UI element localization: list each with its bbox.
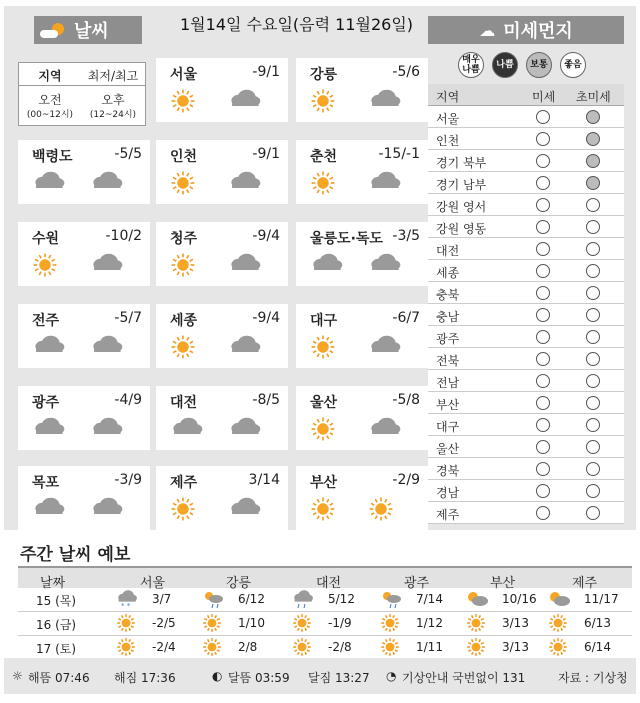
city-temp: -4/9 bbox=[114, 392, 142, 408]
dust-row bbox=[428, 458, 624, 480]
pm25-indicator bbox=[586, 154, 600, 168]
sun-icon bbox=[170, 334, 196, 364]
city-temp: -9/4 bbox=[252, 310, 280, 326]
pm10-indicator bbox=[536, 132, 550, 146]
dust-region: 울산 bbox=[436, 442, 460, 456]
weekly-temp: 6/13 bbox=[584, 616, 611, 630]
pm25-indicator bbox=[586, 110, 600, 124]
dust-level-badge: 보통 bbox=[526, 52, 552, 78]
weekly-header bbox=[18, 566, 632, 591]
snow-icon bbox=[116, 589, 138, 612]
sun-icon bbox=[310, 170, 336, 200]
sun-icon bbox=[170, 496, 196, 526]
weekly-city: 서울 bbox=[140, 576, 166, 591]
dust-region: 경기 남부 bbox=[436, 178, 487, 192]
pm25-indicator bbox=[586, 440, 600, 454]
city-name: 백령도 bbox=[32, 149, 73, 165]
date-text: 1월14일 수요일(음력 11월26일) bbox=[180, 15, 414, 34]
pm25-indicator bbox=[586, 220, 600, 234]
sun-icon bbox=[310, 496, 336, 526]
sunset-text: 해짐 17:36 bbox=[114, 671, 176, 685]
city-temp: -2/9 bbox=[392, 472, 420, 488]
cloud-icon bbox=[32, 496, 66, 520]
legend-pm: 오후 bbox=[101, 93, 125, 107]
pm10-indicator bbox=[536, 308, 550, 322]
dust-region: 광주 bbox=[436, 332, 460, 346]
weekly-temp: 1/10 bbox=[238, 616, 265, 630]
legend-minmax: 최저/최고 bbox=[87, 69, 139, 83]
sun-small-icon: ☼ bbox=[12, 669, 23, 683]
legend-region: 지역 bbox=[38, 69, 62, 83]
dust-region: 경기 북부 bbox=[436, 156, 487, 170]
cloud-icon bbox=[228, 334, 262, 358]
pm25-indicator bbox=[586, 352, 600, 366]
city-name: 울릉도·독도 bbox=[310, 231, 383, 247]
city-card bbox=[18, 304, 150, 368]
city-card bbox=[156, 304, 288, 368]
dust-row bbox=[428, 414, 624, 436]
city-temp: -10/2 bbox=[105, 228, 142, 244]
city-name: 대전 bbox=[170, 395, 198, 411]
city-temp: -5/8 bbox=[392, 392, 420, 408]
dust-col-region: 지역 bbox=[436, 90, 460, 104]
footer-bar bbox=[4, 658, 636, 694]
dust-region: 충남 bbox=[436, 310, 460, 324]
cloud-icon bbox=[368, 334, 402, 358]
cloud-icon bbox=[368, 170, 402, 194]
city-temp: -5/6 bbox=[392, 64, 420, 80]
sun-icon bbox=[202, 613, 222, 636]
svg-text:* *: * * bbox=[121, 602, 131, 609]
city-name: 부산 bbox=[310, 475, 338, 491]
pm10-indicator bbox=[536, 110, 550, 124]
dust-region: 대전 bbox=[436, 244, 460, 258]
pm10-indicator bbox=[536, 220, 550, 234]
dust-row bbox=[428, 238, 624, 260]
sun-cloud-icon bbox=[466, 589, 488, 612]
city-temp: -5/5 bbox=[114, 146, 142, 162]
city-temp: 3/14 bbox=[248, 472, 280, 488]
pm10-indicator bbox=[536, 330, 550, 344]
weather-header-label: 날씨 bbox=[74, 21, 109, 42]
cloud-icon bbox=[32, 170, 66, 194]
phone-icon: ◔ bbox=[386, 669, 397, 683]
dust-level-badge: 나쁨 bbox=[492, 52, 518, 78]
sun-icon bbox=[548, 613, 568, 636]
weekly-temp: 7/14 bbox=[416, 592, 443, 606]
dust-region: 제주 bbox=[436, 508, 460, 522]
pm10-indicator bbox=[536, 506, 550, 520]
weekly-temp: 3/13 bbox=[502, 640, 529, 654]
sunrise-text: 해뜸 07:46 bbox=[28, 671, 90, 685]
weekly-date: 17 (토) bbox=[36, 642, 77, 656]
dust-row bbox=[428, 502, 624, 524]
weekly-row bbox=[18, 636, 632, 660]
pm10-indicator bbox=[536, 484, 550, 498]
city-card bbox=[156, 222, 288, 286]
pm25-indicator bbox=[586, 198, 600, 212]
dust-region: 강원 영서 bbox=[436, 200, 487, 214]
cloud-icon bbox=[228, 170, 262, 194]
dust-level-badge: 좋음 bbox=[560, 52, 586, 78]
city-name: 춘천 bbox=[310, 149, 338, 165]
weekly-row bbox=[18, 612, 632, 636]
sun-icon bbox=[170, 88, 196, 118]
legend-pm-range: (12~24시) bbox=[89, 110, 137, 120]
weekly-temp: 1/11 bbox=[416, 640, 443, 654]
legend-am-range: (00~12시) bbox=[26, 110, 74, 120]
legend-divider bbox=[19, 85, 145, 86]
moonrise-text: 달뜸 03:59 bbox=[228, 671, 290, 685]
weekly-temp: -2/8 bbox=[328, 640, 352, 654]
moonset-text: 달짐 13:27 bbox=[308, 671, 370, 685]
weekly-temp: 2/8 bbox=[238, 640, 258, 654]
weekly-city: 대전 bbox=[316, 576, 342, 591]
city-card bbox=[156, 466, 288, 530]
cloud-icon bbox=[228, 416, 262, 440]
cloud-icon bbox=[228, 496, 262, 520]
weekly-table bbox=[18, 566, 632, 660]
dust-row bbox=[428, 150, 624, 172]
sun-icon bbox=[548, 637, 568, 660]
wind-icon: ☁ bbox=[479, 20, 496, 40]
dust-row bbox=[428, 128, 624, 150]
dust-region: 대구 bbox=[436, 420, 460, 434]
dust-row bbox=[428, 370, 624, 392]
city-temp: -9/4 bbox=[252, 228, 280, 244]
city-name: 제주 bbox=[170, 475, 198, 491]
weekly-city: 제주 bbox=[572, 576, 598, 591]
city-card bbox=[18, 222, 150, 286]
dust-region: 충북 bbox=[436, 288, 460, 302]
weekly-temp: -2/5 bbox=[152, 616, 176, 630]
pm25-indicator bbox=[586, 176, 600, 190]
cloud-icon bbox=[90, 252, 124, 276]
pm25-indicator bbox=[586, 286, 600, 300]
sun-rain-icon bbox=[380, 589, 402, 612]
weekly-temp: 3/7 bbox=[152, 592, 172, 606]
pm10-indicator bbox=[536, 154, 550, 168]
rain-icon bbox=[292, 589, 314, 612]
city-card bbox=[296, 304, 428, 368]
legend-card bbox=[18, 62, 146, 126]
sun-icon bbox=[310, 88, 336, 118]
weekly-city: 광주 bbox=[404, 576, 430, 591]
dust-row bbox=[428, 392, 624, 414]
dust-region: 경남 bbox=[436, 486, 460, 500]
city-name: 서울 bbox=[170, 67, 198, 83]
weekly-date: 15 (목) bbox=[36, 594, 77, 608]
city-name: 대구 bbox=[310, 313, 338, 329]
cloud-icon bbox=[90, 334, 124, 358]
dust-header bbox=[428, 16, 624, 44]
sun-rain-icon bbox=[202, 589, 224, 612]
city-temp: -9/1 bbox=[252, 64, 280, 80]
dust-col-pm25: 초미세 bbox=[576, 90, 611, 104]
cloud-icon bbox=[170, 416, 204, 440]
city-card bbox=[296, 222, 428, 286]
sun-icon bbox=[292, 637, 312, 660]
dust-col-pm10: 미세 bbox=[532, 90, 556, 104]
sun-icon bbox=[292, 613, 312, 636]
pm10-indicator bbox=[536, 440, 550, 454]
sun-cloud-icon bbox=[548, 589, 570, 612]
weekly-temp: 5/12 bbox=[328, 592, 355, 606]
city-name: 광주 bbox=[32, 395, 60, 411]
dust-row bbox=[428, 436, 624, 458]
dust-region: 전남 bbox=[436, 376, 460, 390]
city-card bbox=[296, 466, 428, 530]
city-name: 강릉 bbox=[310, 67, 338, 83]
pm25-indicator bbox=[586, 396, 600, 410]
weekly-temp: -1/9 bbox=[328, 616, 352, 630]
dust-row bbox=[428, 106, 624, 128]
dust-row bbox=[428, 172, 624, 194]
sun-icon bbox=[466, 637, 486, 660]
weekly-city: 강릉 bbox=[226, 576, 252, 591]
city-card bbox=[18, 466, 150, 530]
sun-icon bbox=[310, 416, 336, 446]
city-temp: -5/7 bbox=[114, 310, 142, 326]
weekly-date-col: 날짜 bbox=[40, 576, 66, 591]
dust-row bbox=[428, 260, 624, 282]
sun-icon bbox=[368, 496, 394, 526]
city-temp: -15/-1 bbox=[378, 146, 420, 162]
city-name: 목포 bbox=[32, 475, 60, 491]
city-temp: -9/1 bbox=[252, 146, 280, 162]
dust-row bbox=[428, 326, 624, 348]
dust-rows bbox=[428, 106, 624, 524]
dust-level-badge: 매우 나쁨 bbox=[458, 52, 484, 78]
dust-region: 전북 bbox=[436, 354, 460, 368]
cloud-icon bbox=[368, 88, 402, 112]
city-name: 인천 bbox=[170, 149, 198, 165]
city-card bbox=[156, 386, 288, 450]
pm25-indicator bbox=[586, 242, 600, 256]
weekly-temp: 10/16 bbox=[502, 592, 537, 606]
city-card bbox=[18, 140, 150, 204]
legend-am: 오전 bbox=[38, 93, 62, 107]
dust-row bbox=[428, 304, 624, 326]
city-card bbox=[296, 140, 428, 204]
cloud-icon bbox=[32, 416, 66, 440]
weekly-body bbox=[18, 588, 632, 660]
city-temp: -3/5 bbox=[392, 228, 420, 244]
dust-region: 서울 bbox=[436, 112, 460, 126]
dust-region: 경북 bbox=[436, 464, 460, 478]
dust-row bbox=[428, 282, 624, 304]
dust-table-header bbox=[428, 84, 624, 106]
dust-row bbox=[428, 480, 624, 502]
city-name: 울산 bbox=[310, 395, 338, 411]
dust-table bbox=[428, 84, 624, 524]
cloud-icon bbox=[368, 252, 402, 276]
city-temp: -8/5 bbox=[252, 392, 280, 408]
pm25-indicator bbox=[586, 462, 600, 476]
weekly-temp: -2/4 bbox=[152, 640, 176, 654]
dust-row bbox=[428, 194, 624, 216]
sun-icon bbox=[310, 334, 336, 364]
weekly-temp: 6/12 bbox=[238, 592, 265, 606]
city-card bbox=[156, 58, 288, 122]
pm10-indicator bbox=[536, 264, 550, 278]
sun-cloud-icon bbox=[38, 20, 68, 40]
weekly-date: 16 (금) bbox=[36, 618, 77, 632]
pm25-indicator bbox=[586, 506, 600, 520]
city-name: 전주 bbox=[32, 313, 60, 329]
pm10-indicator bbox=[536, 418, 550, 432]
pm10-indicator bbox=[536, 462, 550, 476]
dust-header-label: 미세먼지 bbox=[503, 21, 573, 42]
dust-row bbox=[428, 216, 624, 238]
sun-icon bbox=[380, 613, 400, 636]
pm10-indicator bbox=[536, 286, 550, 300]
cloud-icon bbox=[90, 170, 124, 194]
sun-icon bbox=[202, 637, 222, 660]
dust-region: 인천 bbox=[436, 134, 460, 148]
weekly-city: 부산 bbox=[490, 576, 516, 591]
source-text: 자료 : 기상청 bbox=[558, 671, 628, 685]
sun-icon bbox=[466, 613, 486, 636]
cloud-icon bbox=[368, 416, 402, 440]
pm25-indicator bbox=[586, 264, 600, 278]
weekly-temp: 1/12 bbox=[416, 616, 443, 630]
weekly-temp: 11/17 bbox=[584, 592, 619, 606]
pm25-indicator bbox=[586, 330, 600, 344]
pm25-indicator bbox=[586, 374, 600, 388]
city-temp: -3/9 bbox=[114, 472, 142, 488]
dust-row bbox=[428, 348, 624, 370]
dust-region: 부산 bbox=[436, 398, 460, 412]
sun-icon bbox=[116, 613, 136, 636]
cloud-icon bbox=[228, 88, 262, 112]
weekly-temp: 3/13 bbox=[502, 616, 529, 630]
dust-region: 강원 영동 bbox=[436, 222, 487, 236]
weekly-temp: 6/14 bbox=[584, 640, 611, 654]
city-card bbox=[18, 386, 150, 450]
sun-icon bbox=[170, 252, 196, 282]
cloud-icon bbox=[310, 252, 344, 276]
city-card bbox=[296, 58, 428, 122]
city-card bbox=[156, 140, 288, 204]
dust-region: 세종 bbox=[436, 266, 460, 280]
pm25-indicator bbox=[586, 132, 600, 146]
pm10-indicator bbox=[536, 374, 550, 388]
weekly-title: 주간 날씨 예보 bbox=[20, 545, 131, 565]
pm25-indicator bbox=[586, 418, 600, 432]
city-name: 세종 bbox=[170, 313, 198, 329]
sun-icon bbox=[32, 252, 58, 282]
cloud-icon bbox=[90, 496, 124, 520]
cloud-icon bbox=[90, 416, 124, 440]
sun-icon bbox=[380, 637, 400, 660]
weekly-row bbox=[18, 588, 632, 612]
pm10-indicator bbox=[536, 198, 550, 212]
city-card bbox=[296, 386, 428, 450]
moon-icon: ◐ bbox=[212, 669, 223, 683]
pm25-indicator bbox=[586, 308, 600, 322]
city-temp: -6/7 bbox=[392, 310, 420, 326]
pm10-indicator bbox=[536, 396, 550, 410]
pm25-indicator bbox=[586, 484, 600, 498]
weather-header bbox=[34, 16, 142, 44]
cloud-icon bbox=[32, 334, 66, 358]
pm10-indicator bbox=[536, 176, 550, 190]
city-name: 청주 bbox=[170, 231, 198, 247]
pm10-indicator bbox=[536, 352, 550, 366]
sun-icon bbox=[170, 170, 196, 200]
cloud-icon bbox=[228, 252, 262, 276]
hotline-text: 기상안내 국번없이 131 bbox=[402, 671, 526, 685]
city-name: 수원 bbox=[32, 231, 60, 247]
sun-icon bbox=[116, 637, 136, 660]
pm10-indicator bbox=[536, 242, 550, 256]
